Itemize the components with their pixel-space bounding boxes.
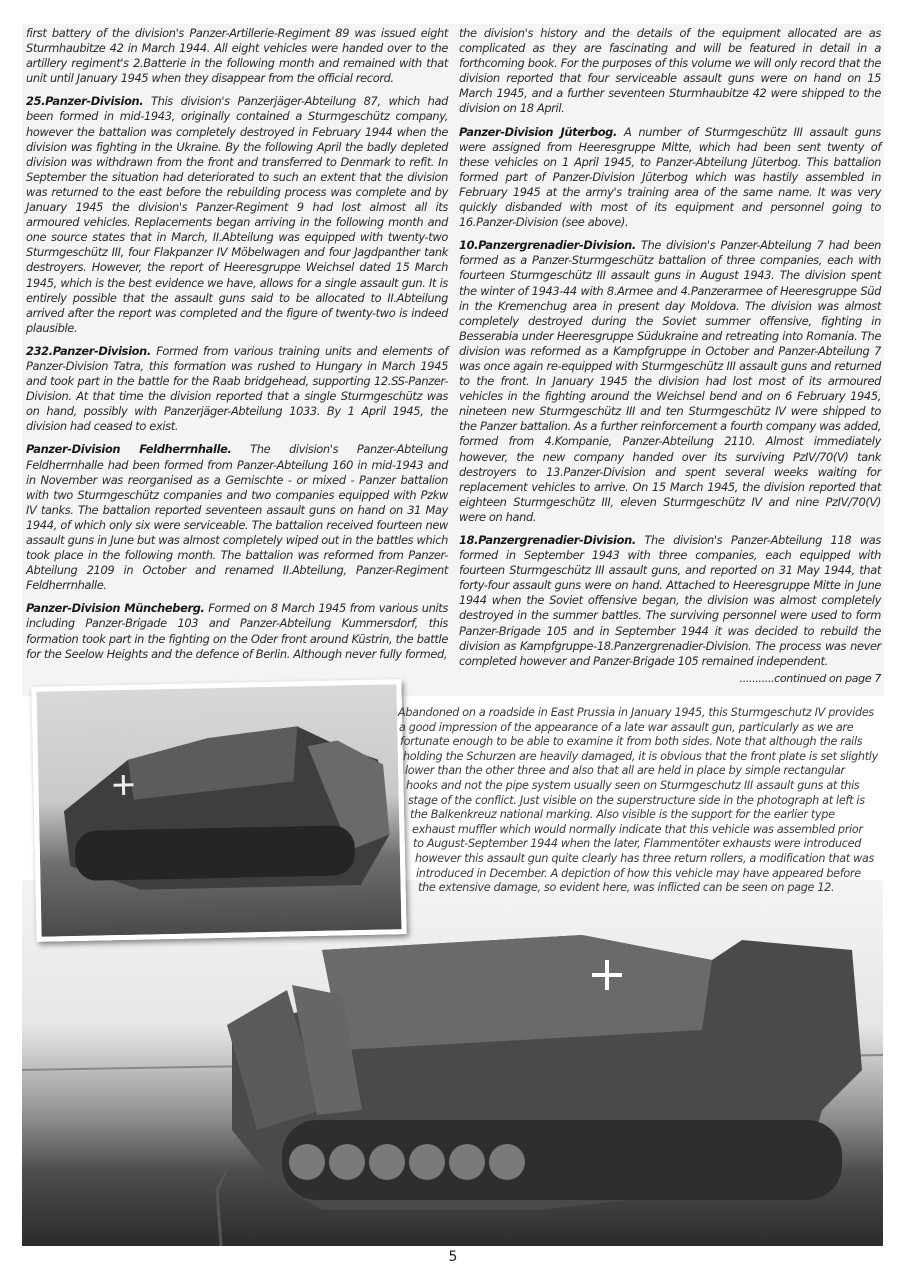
caption-line: fortunate enough to be able to examine it from both sides. Note that although the rails	[400, 735, 863, 749]
caption-line: the extensive damage, so evident here, was inflicted can be seen on page 12.	[418, 881, 835, 895]
paragraph: first battery of the division's Panzer-Artillerie-Regiment 89 was issued eight Sturmhaubitze 42 in March 1944. All eight vehicles were handed over to the artillery regiment's 2.Batterie in the following month and remained with that unit until January 1945 when they disappear from the official record.	[26, 26, 448, 86]
photo-assault-gun-front	[31, 679, 406, 942]
right-column	[459, 26, 881, 686]
caption-line: however this assault gun quite clearly has three return rollers, a modification that was	[415, 851, 875, 865]
caption-line: Abandoned on a roadside in East Prussia in January 1945, this Sturmgeschutz IV provides	[398, 706, 874, 719]
caption-line: stage of the conflict. Just visible on the superstructure side in the photograph at left is	[408, 793, 865, 807]
paragraph: the division's history and the details of the equipment allocated are as complicated as they are fascinating and will be featured in detail in a forthcoming book. For the purposes of this volume we will only record that the division reported that four serviceable assault guns were on hand on 15 March 1945, and a further seventeen Sturmhaubitze 42 were shipped to the division on 18 April.	[459, 26, 881, 116]
paragraph-10-panzergrenadier: 10.Panzergrenadier-Division. The division's Panzer-Abteilung 7 had been formed as a Panzer-Sturmgeschütz battalion of three companies, each with fourteen Sturmgeschütz III assault guns in August 1943. The division spent the winter of 1943-44 with 8.Armee and 4.Panzerarmee of Heeresgruppe Süd in the Kremenchug area in present day Moldova. The division was almost completely destroyed during the Soviet summer offensive, fighting in Besserabia under Heeresgruppe Südukraine and retreating into Romania. The division was reformed as a Kampfgruppe in October and Panzer-Abteilung 7 was once again re-equipped with Sturmgeschütz III assault guns and returned to the front. In January 1945 the division had lost most of its armoured vehicles in the fighting around the Weichsel bend and on 6 February 1945, nineteen new Sturmgeschütz III and ten Sturmgeschütz IV were shipped to the Panzer battalion. As a further reinforcement a fourth company was added, formed from 4.Kompanie, Panzer-Abteilung 2110. Almost immediately however, the new company handed over its surviving PzIV/70(V) tank destroyers to 13.Panzer-Division and spent several weeks waiting for replacement vehicles to arrive. On 15 March 1945, the division reported that eighteen Sturmgeschütz III, eleven Sturmgeschütz IV and nine PzIV/70(V) were on hand.	[459, 238, 881, 524]
paragraph-jueterbog: Panzer-Division Jüterbog. A number of Sturmgeschütz III assault guns were assigned from Heeresgruppe Mitte, which had been sent twenty of these vehicles on 1 April 1945, to Panzer-Abteilung Jüterbog. This battalion formed part of Panzer-Division Jüterbog which was hastily assembled in February 1945 at the army's training area of the same name. It was very quickly disbanded with most of its equipment and personnel going to 16.Panzer-Division (see above).	[459, 124, 881, 230]
photo-caption	[398, 706, 882, 896]
continued-note: ...........continued on page 7	[739, 671, 881, 685]
caption-line: a good impression of the appearance of a late war assault gun, particularly as we are	[399, 720, 854, 734]
paragraph-muencheberg: Panzer-Division Müncheberg. Formed on 8 March 1945 from various units including Panzer-Brigade 103 and Panzer-Abteilung Kummersdorf, this formation took part in the fighting on the Oder front around Küstrin, the battle for the Seelow Heights and the defence of Berlin. Although never fully formed,	[26, 601, 449, 661]
caption-line: lower than the other three and also that all are held in place by simple rectangular	[405, 764, 845, 778]
page-number: 5	[448, 1249, 458, 1265]
caption-line: exhaust muffler which would normally indicate that this vehicle was assembled prior	[412, 822, 863, 836]
caption-line: to August-September 1944 when the later, Flammentöter exhausts were introduced	[413, 837, 861, 851]
left-column	[26, 26, 448, 670]
paragraph-25-panzer-division: 25.Panzer-Division. This division's Panzerjäger-Abteilung 87, which had been formed in mid-1943, originally contained a Sturmgeschütz company, however the battalion was completely destroyed in February 1944 when the division was fighting in the Ukraine. By the following April the badly depleted division was withdrawn from the front and transferred to Denmark to refit. In September the situation had deteriorated to such an extent that the division was returned to the east before the rebuilding process was complete and by January 1945 the division's Panzer-Regiment 9 had lost almost all its armoured vehicles. Replacements began arriving in the following month and one source states that in March, II.Abteilung was equipped with twenty-two Sturmgeschütz III, four Flakpanzer IV Möbelwagen and four Jagdpanther tank destroyers. However, the report of Heeresgruppe Weichsel dated 15 March 1945, which is the best evidence we have, allows for a single assault gun. It is entirely possible that the assault guns said to be allocated to II.Abteilung arrived after the report was completed and the figure of twenty-two is indeed plausible.	[26, 94, 448, 335]
paragraph-feldherrnhalle: Panzer-Division Feldherrnhalle. The division's Panzer-Abteilung Feldherrnhalle had been formed from Panzer-Abteilung 160 in mid-1943 and in November was reorganised as a Gemischte - or mixed - Panzer battalion with two Sturmgeschütz companies and two companies equipped with Pzkw IV tanks. The battalion reported seventeen assault guns on hand on 31 May 1944, of which only six were serviceable. The battalion received fourteen new assault guns in June but was almost completely wiped out in the battles which took place in the following month. The battalion was reformed from Panzer-Abteilung 2109 in October and renamed II.Abteilung, Panzer-Regiment Feldherrnhalle.	[26, 442, 448, 593]
caption-line: hooks and not the pipe system usually seen on Sturmgeschutz III assault guns at this	[406, 778, 860, 792]
caption-line: holding the Schurzen are heavily damaged, it is obvious that the front plate is set slightly	[403, 749, 878, 763]
caption-line: the Balkenkreuz national marking. Also visible is the support for the earlier type	[410, 808, 835, 822]
caption-line: introduced in December. A depiction of how this vehicle may have appeared before	[416, 866, 861, 880]
paragraph-18-panzergrenadier: 18.Panzergrenadier-Division. The division's Panzer-Abteilung 118 was formed in September 1943 with three companies, each equipped with fourteen Sturmgeschütz III assault guns, and reported on 31 May 1944, that forty-four assault guns were on hand. Attached to Heeresgruppe Mitte in June 1944 when the Soviet offensive began, the division was almost completely destroyed in the summer battles. The surviving personnel were used to form Panzer-Brigade 105 and in September 1944 it was decided to rebuild the division as Kampfgruppe-18.Panzergrenadier-Division. The process was never completed however and Panzer-Brigade 105 remained independent.	[459, 533, 881, 668]
paragraph-232-panzer-division: 232.Panzer-Division. Formed from various training units and elements of Panzer-Division Tatra, this formation was rushed to Hungary in March 1945 and took part in the battle for the Raab bridgehead, supporting 12.SS-Panzer-Division. At that time the division reported that a single Sturmgeschütz was on hand, possibly with Panzerjäger-Abteilung 1033. By 1 April 1945, the division had ceased to exist.	[26, 343, 448, 434]
